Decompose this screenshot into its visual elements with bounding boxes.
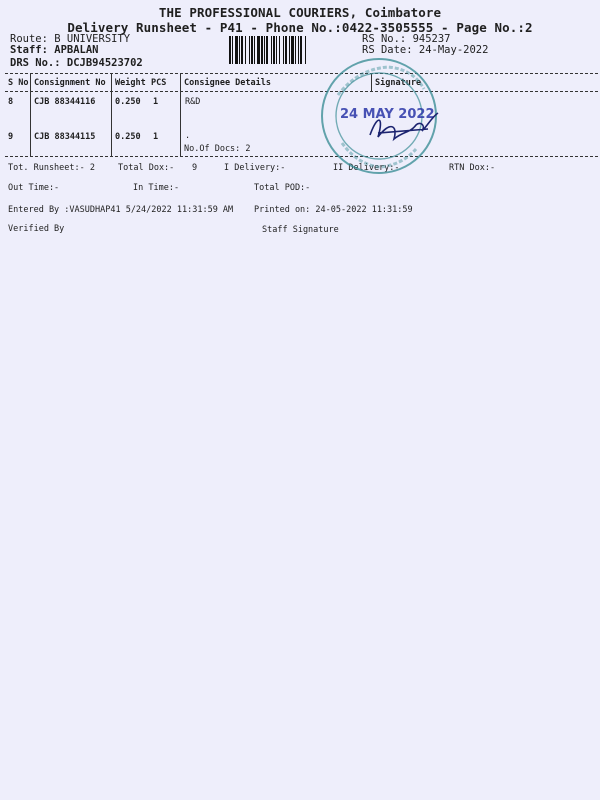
table-bottom-rule [5, 156, 598, 157]
table-row-sno: 9 [8, 132, 14, 142]
col-header-signature: Signature [375, 78, 422, 88]
col-header-sno: S No [8, 78, 29, 88]
rs-number: RS No.: 945237 [362, 33, 451, 45]
table-row-pcs: 1 [153, 97, 159, 107]
runsheet-subtitle: Delivery Runsheet - P41 - Phone No.:0422-3505555 - Page No.:2 [67, 20, 533, 35]
no-of-docs: No.Of Docs: 2 [184, 144, 251, 154]
col-header-consignment: Consignment No [34, 78, 106, 88]
total-dox-label: Total Dox:- [118, 163, 175, 173]
total-pod: Total POD:- [254, 183, 311, 193]
route-label: Route: B UNIVERSITY [10, 33, 131, 45]
verified-by: Verified By [8, 224, 65, 234]
col-header-consignee: Consignee Details [184, 78, 271, 88]
total-dox-value: 9 [192, 163, 198, 173]
staff-label: Staff: APBALAN [10, 44, 99, 56]
column-divider [180, 73, 181, 156]
column-divider [111, 73, 112, 156]
col-header-weight: Weight [115, 78, 146, 88]
staff-signature: Staff Signature [262, 225, 339, 235]
tot-runsheet: Tot. Runsheet:- 2 [8, 163, 95, 173]
table-row-pcs: 1 [153, 132, 159, 142]
stamp-arc-text [342, 143, 416, 167]
table-row-weight: 0.250 [115, 97, 141, 107]
barcode-bar [306, 36, 308, 64]
rs-date: RS Date: 24-May-2022 [362, 44, 489, 56]
table-top-rule [5, 73, 598, 74]
i-delivery: I Delivery:- [224, 163, 286, 173]
table-row-consignment: CJB 88344116 [34, 97, 96, 107]
ii-delivery: II Delivery:- [333, 163, 400, 173]
table-row-weight: 0.250 [115, 132, 141, 142]
received-stamp [318, 55, 440, 177]
in-time: In Time:- [133, 183, 180, 193]
company-title: THE PROFESSIONAL COURIERS, Coimbatore [158, 5, 442, 20]
printed-on: Printed on: 24-05-2022 11:31:59 [254, 205, 413, 215]
stamp-arc-text [338, 67, 424, 95]
rtn-dox: RTN Dox:- [449, 163, 496, 173]
column-divider [30, 73, 31, 156]
table-row-details: R&D [185, 97, 201, 107]
stamp-date: 24 MAY 2022 [340, 107, 435, 122]
table-header-rule [5, 91, 598, 92]
col-header-pcs: PCS [151, 78, 167, 88]
out-time: Out Time:- [8, 183, 60, 193]
table-row-details: . [185, 131, 191, 141]
table-row-consignment: CJB 88344115 [34, 132, 96, 142]
drs-number: DRS No.: DCJB94523702 [10, 57, 143, 69]
entered-by: Entered By :VASUDHAP41 5/24/2022 11:31:59 AM [8, 205, 234, 215]
table-row-sno: 8 [8, 97, 14, 107]
